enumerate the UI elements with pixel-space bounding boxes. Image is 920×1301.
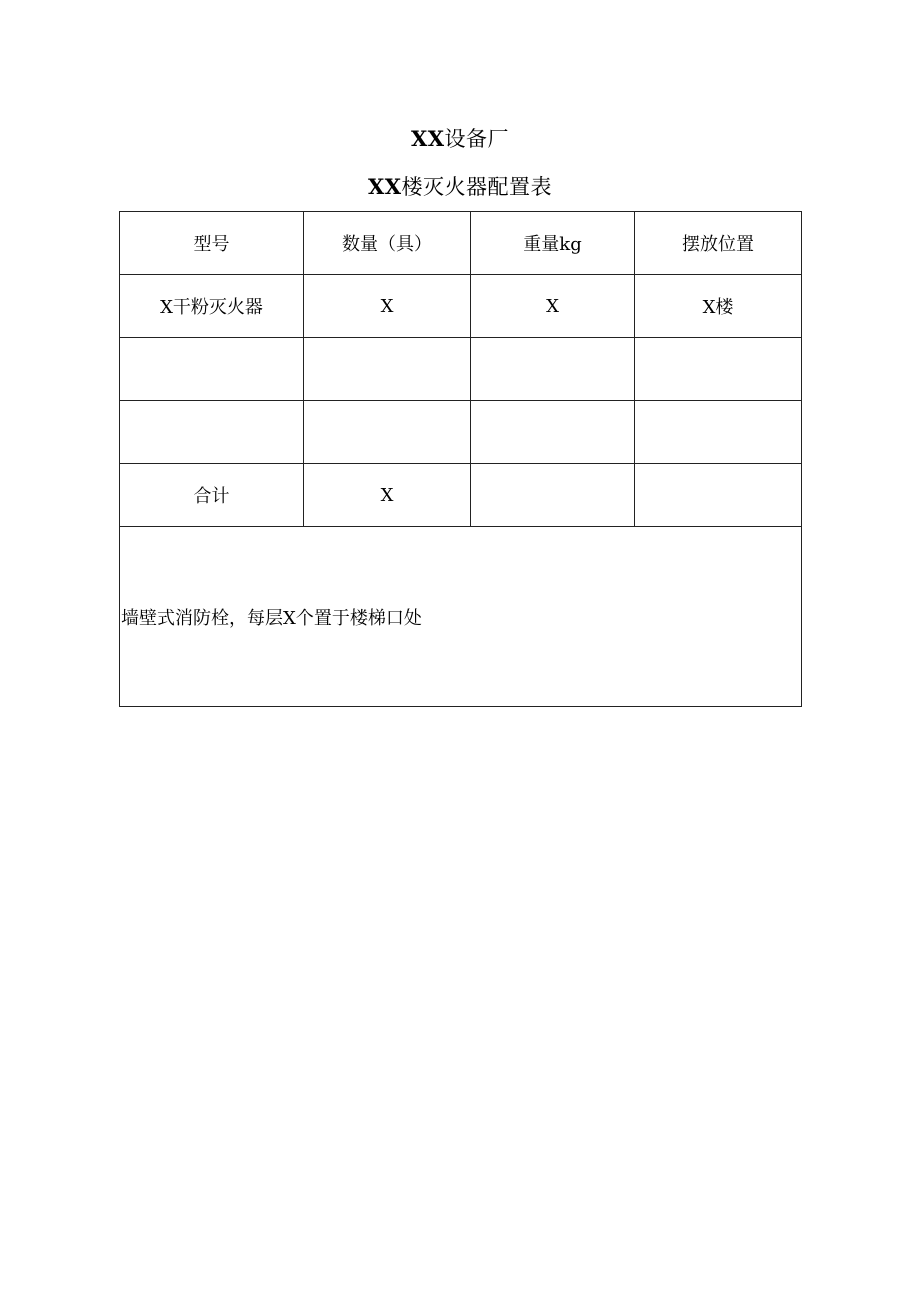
total-row bbox=[120, 464, 802, 527]
table-title-prefix: XX bbox=[367, 174, 402, 199]
table-title bbox=[0, 173, 920, 201]
header-weight: 重量kg bbox=[471, 212, 635, 275]
total-label: 合计 bbox=[120, 464, 304, 527]
company-title-suffix: 设备厂 bbox=[444, 127, 510, 151]
cell-model bbox=[120, 338, 304, 401]
note-row bbox=[120, 527, 802, 707]
cell-model: X干粉灭火器 bbox=[120, 275, 304, 338]
cell-quantity: X bbox=[304, 275, 471, 338]
cell-location bbox=[635, 401, 802, 464]
cell-weight bbox=[471, 401, 635, 464]
header-quantity: 数量（具） bbox=[304, 212, 471, 275]
cell-model bbox=[120, 401, 304, 464]
cell-weight: X bbox=[471, 275, 635, 338]
total-quantity: X bbox=[304, 464, 471, 527]
total-location bbox=[635, 464, 802, 527]
cell-quantity bbox=[304, 401, 471, 464]
table-row bbox=[120, 275, 802, 338]
table-header-row bbox=[120, 212, 802, 275]
table-title-suffix: 楼灭火器配置表 bbox=[401, 175, 553, 199]
table-row bbox=[120, 401, 802, 464]
cell-quantity bbox=[304, 338, 471, 401]
cell-location bbox=[635, 338, 802, 401]
header-model: 型号 bbox=[120, 212, 304, 275]
hydrant-note: 墙壁式消防栓，每层X个置于楼梯口处 bbox=[120, 527, 802, 707]
company-title bbox=[0, 125, 920, 153]
company-title-prefix: XX bbox=[410, 126, 445, 151]
table-row bbox=[120, 338, 802, 401]
cell-weight bbox=[471, 338, 635, 401]
cell-location: X楼 bbox=[635, 275, 802, 338]
extinguisher-config-table bbox=[119, 211, 802, 707]
total-weight bbox=[471, 464, 635, 527]
header-location: 摆放位置 bbox=[635, 212, 802, 275]
